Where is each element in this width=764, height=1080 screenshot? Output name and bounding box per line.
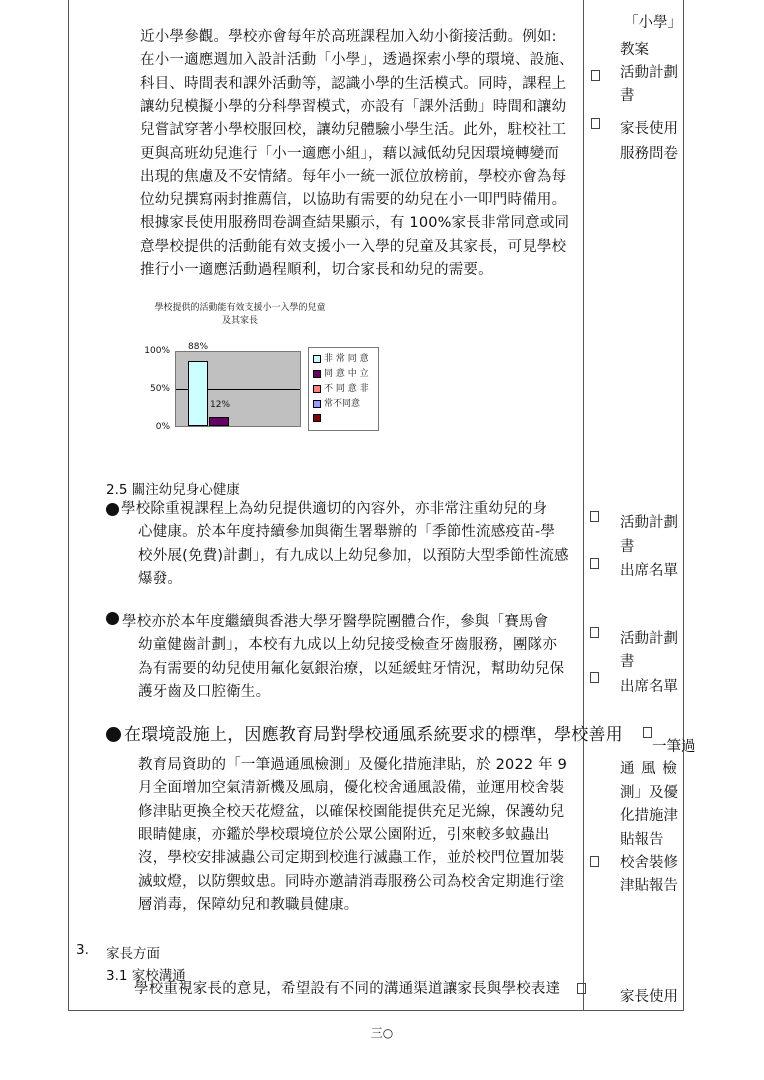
paragraph-line: 根據家長使用服務問卷調查結果顯示，有 100%家長非常同意或同 bbox=[140, 215, 570, 232]
paragraph-line: 更與高班幼兒進行「小一適應小組」，藉以減低幼兒因環境轉變而 bbox=[140, 145, 560, 162]
evidence-item: 教案 bbox=[620, 42, 649, 58]
evidence-item: 通 風 檢 bbox=[620, 761, 678, 777]
paragraph-line: 護牙齒及口腔衛生。 bbox=[138, 683, 271, 700]
evidence-item: 活動計劃 bbox=[620, 631, 678, 647]
legend-item: 同 意 中 立 bbox=[313, 366, 369, 379]
bullet bbox=[106, 503, 119, 516]
paragraph-line: 教育局資助的「一筆過通風檢測」及優化措施津貼，於 2022 年 9 bbox=[138, 757, 568, 773]
section-heading: 2.5 關注幼兒身心健康 bbox=[106, 482, 240, 498]
evidence-item: 校舍裝修 bbox=[620, 855, 678, 871]
y-tick-label: 100% bbox=[144, 346, 170, 356]
evidence-item: 出席名單 bbox=[620, 679, 678, 695]
checkbox bbox=[591, 70, 600, 81]
paragraph-line: 幼童健齒計劃」，本校有九成以上幼兒接受檢查牙齒服務，團隊亦 bbox=[138, 637, 558, 654]
paragraph-line: 近小學參觀。學校亦會每年於高班課程加入幼小銜接活動。例如: bbox=[140, 29, 557, 45]
legend-item: 不 同 意 非 bbox=[313, 381, 369, 394]
bullet bbox=[106, 612, 119, 625]
evidence-item: 化措施津 bbox=[620, 808, 678, 824]
checkbox bbox=[590, 627, 599, 638]
evidence-item: 津貼報告 bbox=[620, 878, 678, 894]
evidence-item: 活動計劃 bbox=[620, 515, 678, 531]
paragraph-line: 學校除重視課程上為幼兒提供適切的內容外，亦非常注重幼兒的身 bbox=[121, 501, 548, 517]
paragraph-line: 學校重視家長的意見，希望設有不同的溝通渠道讓家長與學校表達 bbox=[134, 981, 561, 997]
paragraph-line: 兒嘗試穿著小學校服回校，讓幼兒體驗小學生活。此外，駐校社工 bbox=[140, 122, 567, 139]
checkbox bbox=[590, 856, 599, 867]
checkbox bbox=[577, 983, 586, 994]
paragraph-line: 學校亦於本年度繼續與香港大學牙醫學院團體合作，參與「賽馬會 bbox=[122, 614, 549, 630]
evidence-item: 家長使用 bbox=[620, 989, 678, 1005]
evidence-item: 出席名單 bbox=[620, 563, 678, 579]
evidence-item: 測」及優 bbox=[620, 785, 678, 801]
paragraph-line: 位幼兒撰寫兩封推薦信，以協助有需要的幼兒在小一叩門時備用。 bbox=[140, 192, 567, 209]
paragraph-line: 修津貼更換全校天花燈盆，以確保校園能提供充足光線，保護幼兒 bbox=[138, 803, 565, 820]
chart-legend bbox=[308, 347, 379, 431]
data-label: 88% bbox=[188, 342, 209, 352]
paragraph-line: 爆發。 bbox=[138, 570, 183, 587]
paragraph-line: 意學校提供的活動能有效支援小一入學的兒童及其家長，可見學校 bbox=[140, 238, 567, 255]
paragraph-line: 讓幼兒模擬小學的分科學習模式，亦設有「課外活動」時間和讓幼 bbox=[140, 98, 567, 115]
evidence-item: 書 bbox=[620, 539, 635, 555]
evidence-item: 書 bbox=[620, 654, 635, 670]
evidence-item: 「小學」 bbox=[624, 15, 682, 31]
bar-agree bbox=[209, 417, 229, 426]
paragraph-first-line: 在環境設施上，因應教育局對學校通風系統要求的標準，學校善用 bbox=[124, 725, 623, 745]
checkbox bbox=[590, 672, 599, 683]
paragraph-line: 出現的焦慮及不安情緒。每年小一統一派位放榜前，學校亦會為每 bbox=[140, 168, 567, 185]
paragraph-line: 月全面增加空氣清新機及風扇，優化校舍通風設備，並運用校舍裝 bbox=[138, 780, 565, 797]
legend-item: 非 常 同 意 bbox=[313, 351, 369, 364]
chart-title: 學校提供的活動能有效支援小一入學的兒童 及其家長 bbox=[154, 303, 326, 326]
paragraph-line: 眼睛健康，亦鑑於學校環境位於公眾公園附近，引來較多蚊蟲出 bbox=[138, 826, 550, 843]
bullet bbox=[106, 727, 121, 742]
evidence-item: 一筆過 bbox=[652, 739, 696, 755]
checkbox bbox=[591, 118, 600, 129]
paragraph-line: 層消毒，保障幼兒和教職員健康。 bbox=[138, 896, 359, 913]
paragraph-line: 推行小一適應活動過程順利，切合家長和幼兒的需要。 bbox=[140, 262, 493, 278]
bar-very-agree bbox=[188, 361, 208, 426]
paragraph-line: 沒，學校安排滅蟲公司定期到校進行滅蟲工作，並於校門位置加裝 bbox=[138, 850, 565, 867]
checkbox bbox=[590, 558, 599, 569]
section-heading: 家長方面 bbox=[106, 946, 160, 962]
paragraph-line: 科目、時間表和課外活動等，認識小學的生活模式。同時，課程上 bbox=[140, 75, 567, 92]
checkbox bbox=[590, 511, 599, 522]
evidence-item: 家長使用 bbox=[620, 121, 678, 137]
evidence-item: 書 bbox=[620, 88, 635, 104]
checkbox bbox=[643, 727, 652, 738]
paragraph-line: 為有需要的幼兒使用氟化氨銀治療，以延緩蛀牙情況，幫助幼兒保 bbox=[138, 660, 565, 677]
paragraph-line: 在小一適應週加入設計活動「小學」，透過探索小學的環境、設施、 bbox=[140, 52, 574, 69]
paragraph-line: 校外展(免費)計劃」，有九成以上幼兒參加，以預防大型季節性流感 bbox=[138, 547, 569, 564]
section-number: 3. bbox=[76, 942, 89, 958]
paragraph-line: 心健康。於本年度持續參加與衛生署舉辦的「季節性流感疫苗-學 bbox=[138, 524, 556, 541]
plot-area bbox=[175, 351, 301, 427]
legend-item: 常不同意 bbox=[313, 396, 360, 409]
page-number: 三○ bbox=[370, 1026, 394, 1040]
column-divider bbox=[583, 0, 584, 1010]
y-tick-label: 0% bbox=[155, 422, 170, 432]
subsection-heading: 3.1 家校溝通 bbox=[106, 968, 186, 984]
data-label: 12% bbox=[210, 400, 231, 410]
paragraph-line: 滅蚊燈，以防禦蚊患。同時亦邀請消毒服務公司為校舍定期進行塗 bbox=[138, 873, 565, 890]
legend-item bbox=[313, 413, 324, 423]
evidence-item: 貼報告 bbox=[620, 832, 664, 848]
bar-chart bbox=[140, 298, 380, 438]
evidence-item: 活動計劃 bbox=[620, 65, 678, 81]
evidence-item: 服務問卷 bbox=[620, 146, 678, 162]
y-tick-label: 50% bbox=[149, 384, 170, 394]
